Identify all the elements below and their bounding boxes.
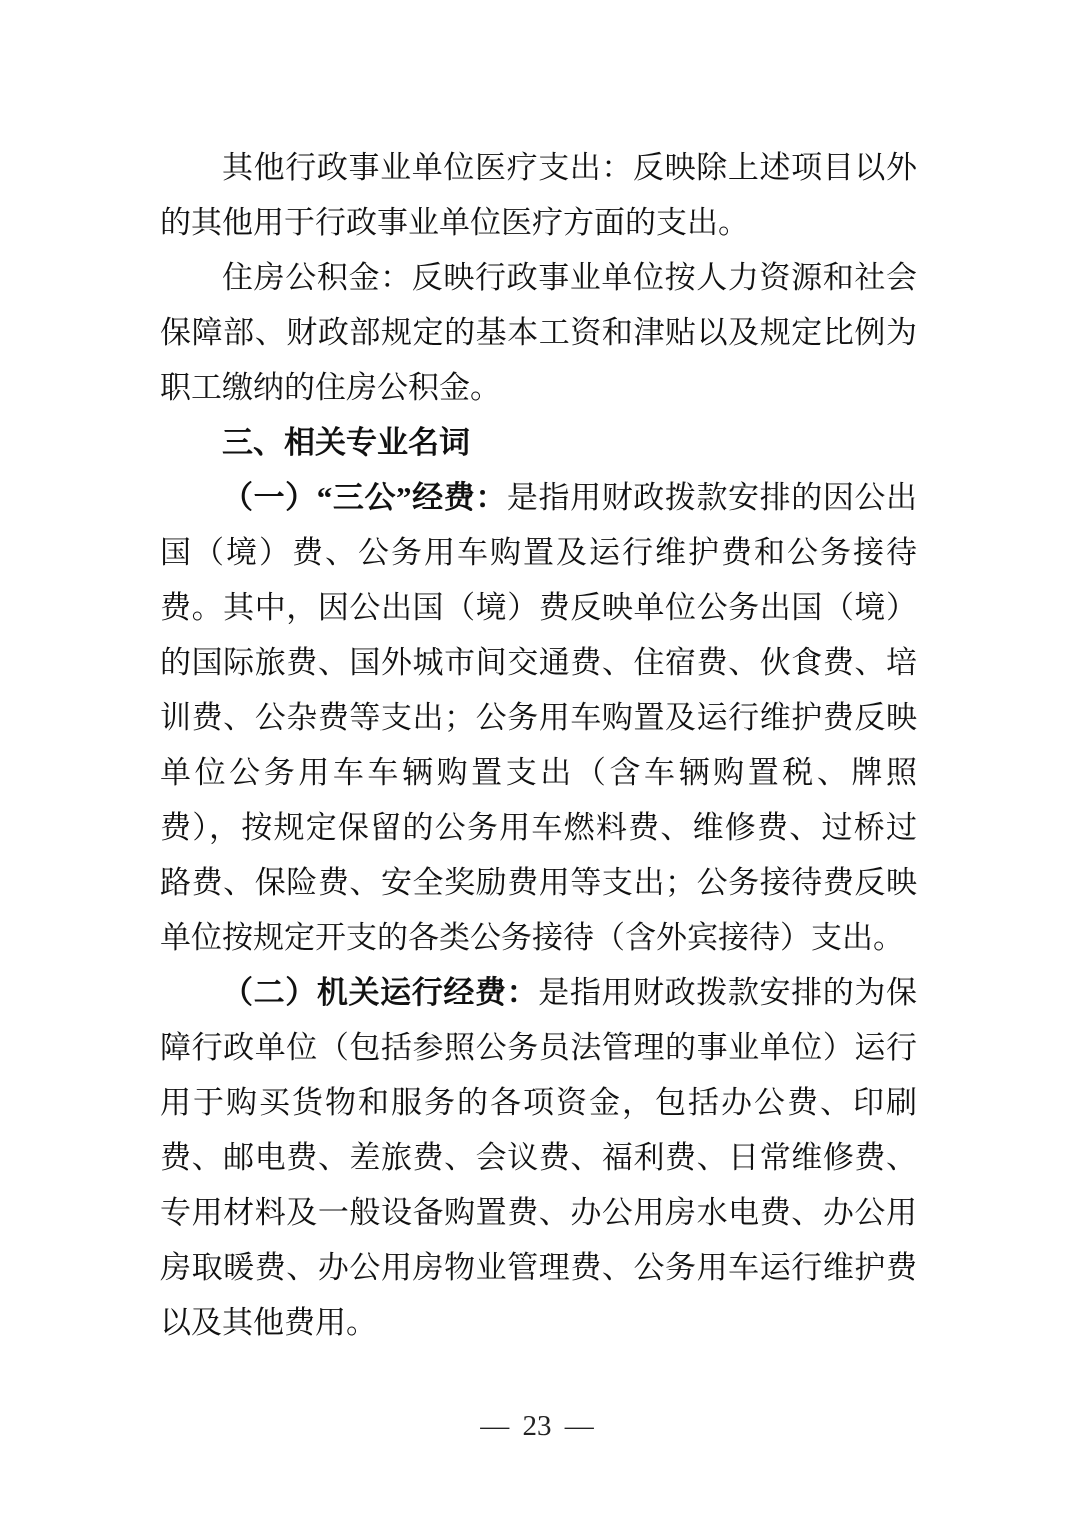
section-heading-related-terms: 三、相关专业名词 (222, 425, 470, 460)
term-definition-three-public-funds: 是指用财政拨款安排的因公出国（境）费、公务用车购置及运行维护费和公务接待费。其中，因公出国（境）费反映单位公务出国（境）的国际旅费、国外城市间交通费、住宿费、伙食费、培训费、公杂费等支出；公务用车购置及运行维护费反映单位公务用车车辆购置支出（含车辆购置税、牌照费），按规定保留的公务用车燃料费、维修费、过桥过路费、保险费、安全奖励费用等支出；公务接待费反映单位按规定开支的各类公务接待（含外宾接待）支出。 (160, 480, 918, 955)
term-lead-agency-operating-funds: （二）机关运行经费： (222, 975, 539, 1010)
term-lead-three-public-funds: （一）“三公”经费： (222, 480, 507, 515)
paragraph-housing-provident-fund: 住房公积金：反映行政事业单位按人力资源和社会保障部、财政部规定的基本工资和津贴以及规定比例为职工缴纳的住房公积金。 (160, 260, 917, 405)
paragraph-other-medical-expenditure: 其他行政事业单位医疗支出：反映除上述项目以外的其他用于行政事业单位医疗方面的支出。 (160, 150, 917, 240)
document-page (160, 140, 917, 1350)
page-number: — 23 — (480, 1410, 594, 1442)
page-footer (0, 1404, 1074, 1448)
paragraph-agency-operating-funds (160, 965, 917, 1350)
paragraph-three-public-funds (160, 470, 917, 965)
term-definition-agency-operating-funds: 是指用财政拨款安排的为保障行政单位（包括参照公务员法管理的事业单位）运行用于购买货物和服务的各项资金，包括办公费、印刷费、邮电费、差旅费、会议费、福利费、日常维修费、专用材料及一般设备购置费、办公用房水电费、办公用房取暖费、办公用房物业管理费、公务用车运行维护费以及其他费用。 (160, 975, 918, 1340)
